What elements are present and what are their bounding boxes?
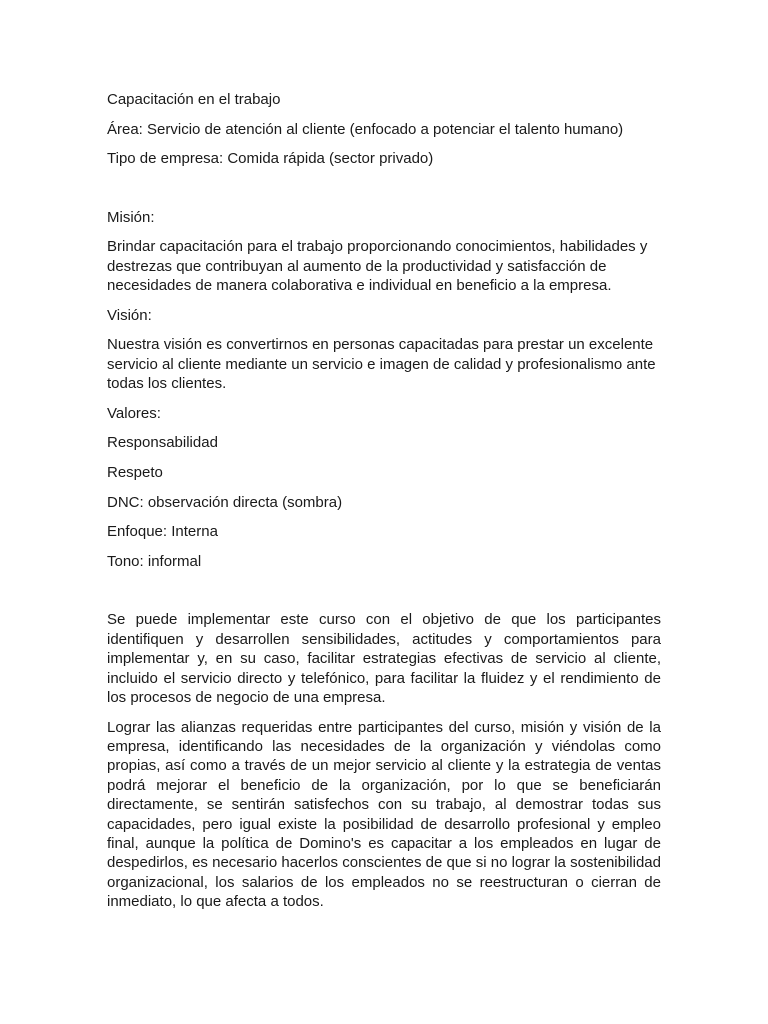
spacer	[107, 581, 661, 610]
spacer	[107, 179, 661, 208]
company-type-line: Tipo de empresa: Comida rápida (sector privado)	[107, 150, 434, 168]
document-title: Capacitación en el trabajo	[107, 91, 281, 108]
paragraph-objective: Se puede implementar este curso con el objetivo de que los participantes identifiquen y desarrollen sensibilidades, actitudes y comportamientos para implementar y, en su caso, facilitar estrategias efectivas de servicio al cliente, incluido el servicio directo y telefónico, para facilitar la fluidez y el rendimiento de los procesos de negocio de una empresa.	[107, 611, 661, 706]
dnc-line: DNC: observación directa (sombra)	[107, 493, 343, 511]
value-item: Respeto	[107, 463, 163, 481]
vision-text: Nuestra visión es convertirnos en personas capacitadas para prestar un excelente servicio al cliente mediante un servicio e imagen de calidad y profesionalismo ante todas los clientes.	[107, 336, 656, 393]
area-line: Área: Servicio de atención al cliente (enfocado a potenciar el talento humano)	[107, 120, 624, 138]
focus-line: Enfoque: Interna	[107, 523, 218, 541]
values-heading: Valores:	[107, 404, 161, 422]
tone-line: Tono: informal	[107, 552, 202, 570]
paragraph-alliances: Lograr las alianzas requeridas entre participantes del curso, misión y visión de la empresa, identificando las necesidades de la organización y viéndolas como propias, así como a través de un mejor servicio al cliente y la estrategia de ventas podrá mejorar el beneficio de la organización, por lo que se beneficiarán directamente, se sentirán satisfechos con su trabajo, al demostrar todas sus capacidades, pero igual existe la posibilidad de desarrollo profesional y empleo final, aunque la política de Domino's es capacitar a los empleados en lugar de despedirlos, es necesario hacerlos conscientes de que si no lograr la sostenibilidad organizacional, los salarios de los empleados no se reestructuran o cierran de inmediato, lo que afecta a todos.	[107, 718, 661, 911]
vision-heading: Visión:	[107, 306, 152, 324]
document-body	[107, 90, 661, 922]
mission-text: Brindar capacitación para el trabajo proporcionando conocimientos, habilidades y destrezas que contribuyan al aumento de la productividad y satisfacción de necesidades de manera colaborativa e individual en beneficio a la empresa.	[107, 238, 648, 295]
mission-heading: Misión:	[107, 208, 155, 226]
value-item: Responsabilidad	[107, 434, 218, 452]
